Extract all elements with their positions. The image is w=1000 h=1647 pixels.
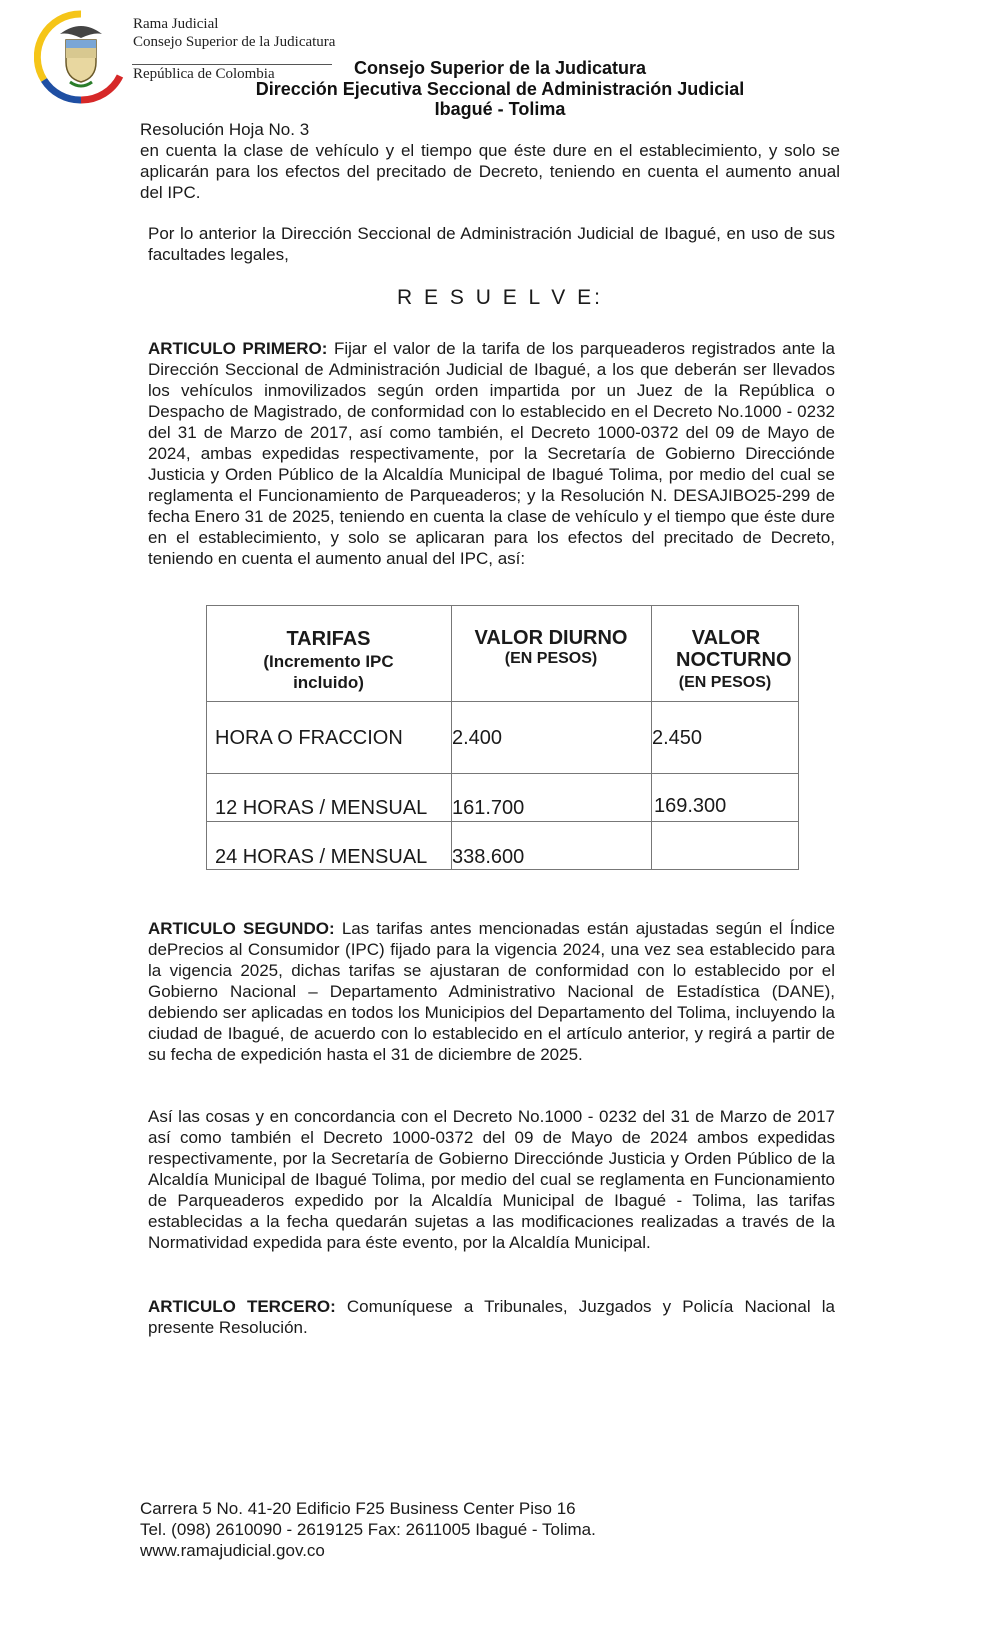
row-label: HORA O FRACCION bbox=[215, 727, 403, 749]
row-night-value: 169.300 bbox=[654, 795, 727, 817]
article-first bbox=[148, 338, 835, 569]
paragraph-intro: Por lo anterior la Dirección Seccional de Administración Judicial de Ibagué, en uso de sus facultades legales, bbox=[148, 224, 835, 264]
table-border-top bbox=[206, 605, 799, 606]
header-night-value: VALOR NOCTURNO bbox=[676, 627, 792, 671]
row-day-value: 338.600 bbox=[452, 846, 525, 868]
org-country: República de Colombia bbox=[133, 66, 275, 82]
table-row-divider bbox=[206, 773, 799, 774]
header-day-unit: (EN PESOS) bbox=[504, 650, 598, 667]
article-first-label: ARTICULO PRIMERO: bbox=[148, 339, 328, 358]
row-day-value: 161.700 bbox=[452, 797, 525, 819]
footer-website[interactable]: www.ramajudicial.gov.co bbox=[140, 1541, 325, 1560]
paragraph-continuation: en cuenta la clase de vehículo y el tiempo que éste dure en el establecimiento, y solo se aplicarán para los efectos del precitado de Decreto, teniendo en cuenta el aumento anual del IPC. bbox=[140, 141, 840, 202]
tariff-table bbox=[206, 605, 799, 870]
heading-city: Ibagué - Tolima bbox=[434, 99, 566, 119]
resuelve-heading: R E S U E L V E: bbox=[397, 286, 603, 309]
header-night-unit: (EN PESOS) bbox=[678, 674, 772, 691]
org-council: Consejo Superior de la Judicatura bbox=[133, 34, 336, 50]
article-first-text: Fijar el valor de la tarifa de los parqueaderos registrados ante la Dirección Seccional de Administración Judicial de Ibagué, a los que deberán ser llevados los vehículos inmovilizados según orden impartida por un Juez de la República o Despacho de Magistrado, de conformidad con lo establecido en el Decreto No.1000 - 0232 del 31 de Marzo de 2017, así como también, el Decreto 1000-0372 del 09 de Mayo de 2024, ambas expedidas respectivamente, por la Secretaría de Gobierno Direccióndе Justicia y Orden Público de la Alcaldía Municipal de Ibagué Tolima, por medio del cual se reglamenta el Funcionamiento de Parqueaderos; y la Resolución N. DESAJIBO25-299 de fecha Enero 31 de 2025, teniendo en cuenta la clase de vehículo y el tiempo que éste dure en el establecimiento, y solo se aplicaran para los efectos del precitado de Decreto, teniendo en cuenta el aumento anual del IPC, así: bbox=[148, 339, 835, 568]
table-border-bottom bbox=[206, 869, 799, 870]
article-second-label: ARTICULO SEGUNDO: bbox=[148, 919, 335, 938]
table-row-divider bbox=[206, 821, 799, 822]
paragraph-concordance: Así las cosas y en concordancia con el Decreto No.1000 - 0232 del 31 de Marzo de 2017 así como también el Decreto 1000-0372 del 09 de Mayo de 2024 ambos expedidas respectivamente, por la Secretaría de Gobierno Direccióndе Justicia y Orden Público de la Alcaldía Municipal de Ibagué Tolima, por medio del cual se reglamenta en Funcionamiento de Parqueaderos expedido por la Alcaldía Municipal de Ibagué - Tolima, las tarifas establecidas a la fecha quedarán sujetas a las modificaciones realizadas a través de la Normatividad expedida para éste evento, por la Alcaldía Municipal. bbox=[148, 1107, 835, 1252]
article-third-text: Comuníquese a Tribunales, Juzgados y Policía Nacional la presente Resolución. bbox=[148, 1297, 835, 1337]
footer-phones: Tel. (098) 2610090 - 2619125 Fax: 2611005 Ibagué - Tolima. bbox=[140, 1520, 596, 1539]
header-tarifas-note: (Incremento IPC incluido) bbox=[263, 652, 394, 692]
row-label: 24 HORAS / MENSUAL bbox=[215, 846, 428, 868]
header-day-value: VALOR DIURNO bbox=[474, 627, 628, 649]
heading-direction: Dirección Ejecutiva Seccional de Administración Judicial bbox=[255, 79, 745, 99]
heading-council: Consejo Superior de la Judicatura bbox=[353, 58, 647, 78]
table-header-divider bbox=[206, 701, 799, 702]
colombia-coat-of-arms-icon bbox=[34, 10, 128, 104]
org-name: Rama Judicial bbox=[133, 16, 219, 32]
article-second bbox=[148, 918, 835, 1065]
row-night-value: 2.450 bbox=[652, 727, 703, 749]
header-tarifas: TARIFAS bbox=[286, 628, 371, 650]
footer-address: Carrera 5 No. 41-20 Edificio F25 Business Center Piso 16 bbox=[140, 1499, 576, 1518]
article-second-text: Las tarifas antes mencionadas están ajustadas según el Índice dePrecios al Consumidor (IPC) fijado para la vigencia 2024, una vez sea establecido para la vigencia 2025, dichas tarifas se ajustaran de conformidad con lo establecido por el Gobierno Nacional – Departamento Administrativo Nacional de Estadística (DANE), debiendo ser aplicadas en todos los Municipios del Departamento del Tolima, incluyendo la ciudad de Ibagué, de acuerdo con lo establecido en el artículo anterior, y regirá a partir de su fecha de expedición hasta el 31 de diciembre de 2025. bbox=[148, 919, 835, 1064]
row-day-value: 2.400 bbox=[452, 727, 503, 749]
article-third-label: ARTICULO TERCERO: bbox=[148, 1297, 336, 1316]
row-label: 12 HORAS / MENSUAL bbox=[215, 797, 428, 819]
article-third bbox=[148, 1296, 835, 1338]
table-border-right bbox=[798, 605, 799, 870]
sheet-reference: Resolución Hoja No. 3 bbox=[140, 120, 310, 139]
